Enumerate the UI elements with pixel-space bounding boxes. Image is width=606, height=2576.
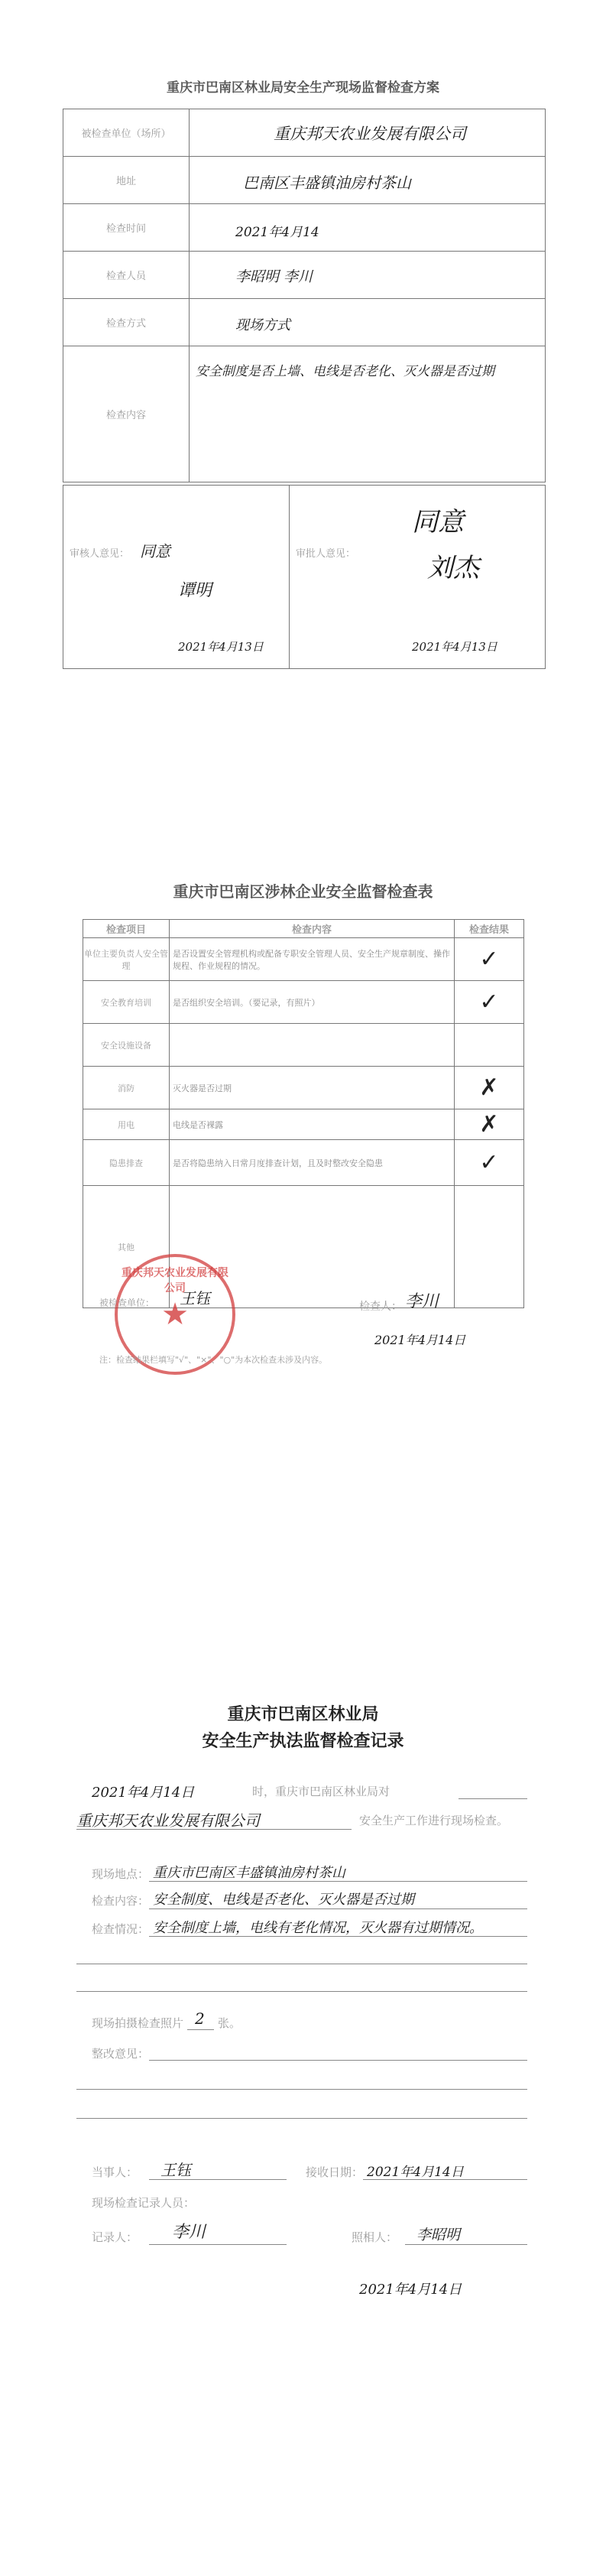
table-row: 消防 灭火器是否过期 ✗	[83, 1067, 524, 1109]
page-3	[0, 1606, 606, 2576]
row-label: 被检查单位（场所）	[63, 109, 190, 157]
situation-value: 安全制度上墙，电线有老化情况，灭火器有过期情况。	[153, 1920, 483, 1936]
page-2	[0, 803, 606, 1567]
photo-count: 2	[195, 2009, 205, 2028]
inspected-label: 被检查单位：	[99, 1298, 155, 1308]
table-row: 安全设施设备	[83, 1024, 524, 1067]
page2-table	[83, 919, 524, 1308]
final-date: 2021年4月14日	[359, 2282, 462, 2298]
photo-unit: 张。	[218, 2016, 241, 2030]
review-left-value: 同意	[140, 542, 170, 560]
address-value: 巴南区丰盛镇油房村茶山	[243, 174, 411, 192]
seal-text: 重庆邦天农业发展有限公司	[122, 1267, 228, 1294]
page3-title-line1: 重庆市巴南区林业局	[227, 1705, 379, 1724]
page1-review	[63, 485, 546, 669]
row-label: 检查方式	[63, 299, 190, 346]
row-label: 检查内容	[63, 346, 190, 482]
content-value: 安全制度、电线是否老化、灭火器是否过期	[153, 1892, 414, 1908]
recorder-label: 记录人：	[92, 2230, 138, 2244]
photo-label: 现场拍摄检查照片	[92, 2016, 184, 2030]
inspected-signature: 王钰	[180, 1289, 210, 1307]
review-left-date: 2021年4月13日	[178, 640, 264, 654]
inspectors-value: 李昭明 李川	[235, 268, 313, 285]
check-result: ✗	[455, 1067, 524, 1109]
party-signature: 王钰	[160, 2161, 191, 2179]
time-value: 2021年4月14	[235, 225, 319, 240]
rectify-label: 整改意见：	[92, 2047, 150, 2061]
page2-title: 重庆市巴南区涉林企业安全监督检查表	[173, 882, 433, 901]
row-label: 检查时间	[63, 204, 190, 252]
check-result: ✓	[455, 981, 524, 1024]
review-right-signature: 刘杰	[427, 553, 479, 583]
check-result: ✓	[455, 938, 524, 981]
header-item: 检查项目	[83, 920, 170, 938]
page1-title: 重庆市巴南区林业局安全生产现场监督检查方案	[167, 80, 439, 96]
situation-label: 检查情况：	[92, 1922, 150, 1936]
row-label: 地址	[63, 157, 190, 204]
site-label: 现场地点：	[92, 1867, 150, 1881]
content-label: 检查内容：	[92, 1894, 150, 1908]
inspector-signature: 李川	[405, 1292, 439, 1311]
review-left-signature: 谭明	[178, 581, 212, 600]
recorder-signature: 李川	[172, 2223, 206, 2242]
table-row: 用电 电线是否裸露 ✗	[83, 1109, 524, 1140]
review-left-label: 审核人意见：	[70, 548, 130, 560]
seal-star-icon: ★	[161, 1297, 189, 1332]
review-right-label: 审批人意见：	[296, 548, 356, 560]
table-row: 隐患排查 是否将隐患纳入日常月度排查计划，且及时整改安全隐患 ✓	[83, 1140, 524, 1186]
header-content: 检查内容	[170, 920, 455, 938]
table-row: 其他	[83, 1186, 524, 1308]
photographer-label: 照相人：	[352, 2230, 398, 2244]
page-1	[0, 0, 606, 765]
header-result: 检查结果	[455, 920, 524, 938]
table-row: 安全教育培训 是否组织安全培训。（要记录，有照片） ✓	[83, 981, 524, 1024]
row-label: 检查人员	[63, 252, 190, 299]
check-result: ✓	[455, 1140, 524, 1186]
photographer-signature: 李昭明	[416, 2227, 461, 2243]
receive-date: 2021年4月14日	[367, 2165, 464, 2180]
content-value: 安全制度是否上墙、电线是否老化、灭火器是否过期	[196, 364, 494, 379]
inspection-date: 2021年4月14日	[374, 1333, 466, 1347]
review-right-value: 同意	[412, 507, 464, 538]
party-label: 当事人：	[92, 2165, 138, 2179]
method-value: 现场方式	[235, 317, 290, 333]
review-right-date: 2021年4月13日	[412, 640, 497, 654]
note: 注：检查结果栏填写"√"、"×"、"○"为本次检查未涉及内容。	[99, 1355, 328, 1365]
page3-title-line2: 安全生产执法监督检查记录	[202, 1732, 404, 1751]
site-value: 重庆市巴南区丰盛镇油房村茶山	[153, 1865, 345, 1881]
recorder-section-label: 现场检查记录人员：	[92, 2196, 196, 2210]
company-name: 重庆邦天农业发展有限公司	[76, 1811, 260, 1830]
intro-text2: 安全生产工作进行现场检查。	[359, 1814, 509, 1827]
table-row: 单位主要负责人安全管理 是否设置安全管理机构或配备专职安全管理人员、安全生产规章制度、操作规程、作业规程的情况。 ✓	[83, 938, 524, 981]
page1-table	[63, 109, 546, 482]
company-value: 重庆邦天农业发展有限公司	[274, 125, 466, 143]
inspector-label: 检查人：	[359, 1301, 402, 1313]
intro-text: 时，重庆市巴南区林业局对	[252, 1785, 390, 1798]
receive-label: 接收日期：	[306, 2165, 364, 2179]
check-result: ✗	[455, 1109, 524, 1140]
intro-date: 2021年4月14日	[92, 1785, 195, 1801]
